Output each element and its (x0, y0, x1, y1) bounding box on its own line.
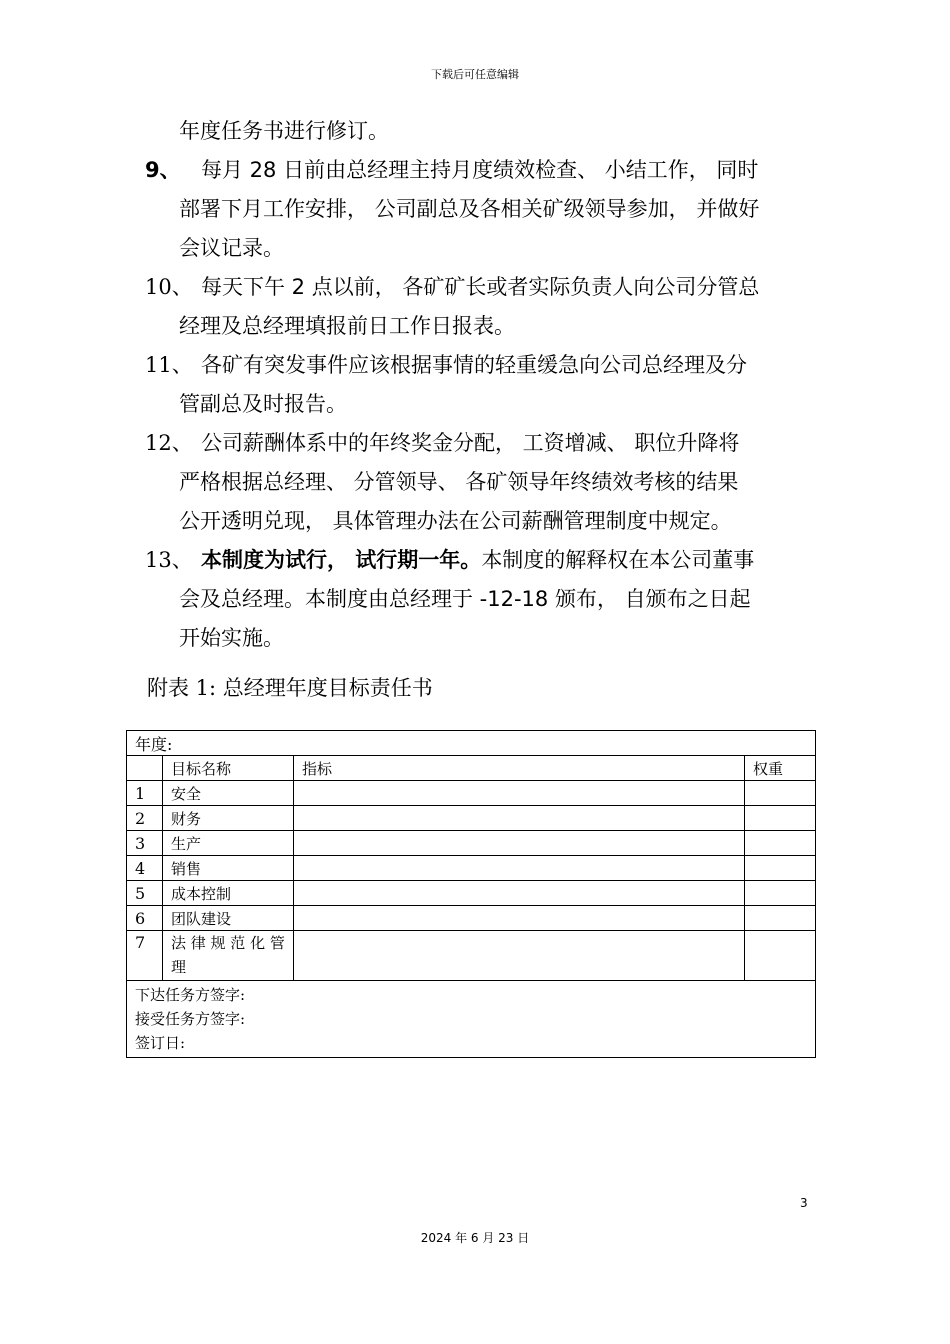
signature-cell (127, 981, 816, 1058)
table-header-row (127, 756, 816, 781)
paragraph-11 (145, 346, 815, 424)
paragraph-line: 管副总及时报告。 (179, 392, 347, 416)
paragraph-line: 严格根据总经理、 分管领导、 各矿领导年终绩效考核的结果 (179, 470, 739, 494)
paragraph-13 (145, 541, 815, 658)
target-name: 成本控制 (163, 881, 294, 906)
table-row (127, 781, 816, 806)
target-name: 团队建设 (163, 906, 294, 931)
indicator-cell (294, 806, 745, 831)
table-row (127, 856, 816, 881)
target-name: 安全 (163, 781, 294, 806)
paragraph-10 (145, 268, 815, 346)
table-row (127, 806, 816, 831)
indicator-cell (294, 856, 745, 881)
item-number: 10、 (145, 275, 193, 299)
page-header: 下载后可任意编辑 (431, 68, 519, 81)
weight-cell (745, 831, 816, 856)
paragraph-line: 各矿有突发事件应该根据事情的轻重缓急向公司总经理及分 (201, 353, 747, 377)
indicator-cell (294, 931, 745, 981)
item-number: 11、 (145, 353, 193, 377)
weight-header: 权重 (745, 756, 816, 781)
paragraph-line: 每天下午 2 点以前， 各矿矿长或者实际负责人向公司分管总 (201, 275, 760, 299)
target-name: 法 律 规 范 化 管 理 (163, 931, 294, 981)
table-row (127, 931, 816, 981)
footer-date: 2024 年 6 月 23 日 (420, 1231, 530, 1245)
table-row (127, 881, 816, 906)
item-number: 13、 (145, 548, 193, 572)
weight-cell (745, 781, 816, 806)
issuer-signature-label: 下达任务方签字: (135, 986, 246, 1004)
paragraph-line: 部署下月工作安排， 公司副总及各相关矿级领导参加， 并做好 (179, 197, 760, 221)
item-number: 12、 (145, 431, 193, 455)
paragraph-line: 本制度的解释权在本公司董事 (481, 548, 755, 572)
row-index: 5 (127, 881, 163, 906)
item-number: 9、 (145, 158, 181, 182)
indicator-cell (294, 781, 745, 806)
weight-cell (745, 881, 816, 906)
table-row (127, 731, 816, 756)
target-name: 生产 (163, 831, 294, 856)
index-header (127, 756, 163, 781)
row-index: 4 (127, 856, 163, 881)
weight-cell (745, 806, 816, 831)
receiver-signature-label: 接受任务方签字: (135, 1010, 246, 1028)
table-row (127, 906, 816, 931)
table-row (127, 831, 816, 856)
paragraph-9 (145, 151, 815, 268)
indicator-cell (294, 831, 745, 856)
weight-cell (745, 906, 816, 931)
paragraph-line: 会及总经理。本制度由总经理于 -12-18 颁布， 自颁布之日起 (179, 587, 751, 611)
paragraph-line: 开始实施。 (179, 626, 284, 650)
paragraph-line: 公司薪酬体系中的年终奖金分配， 工资增减、 职位升降将 (201, 431, 740, 455)
page-number: 3 (800, 1196, 808, 1210)
weight-cell (745, 931, 816, 981)
sign-date-label: 签订日: (135, 1034, 186, 1052)
weight-cell (745, 856, 816, 881)
row-index: 7 (127, 931, 163, 981)
paragraph-8-continuation (145, 112, 815, 151)
paragraph-line: 会议记录。 (179, 236, 284, 260)
row-index: 6 (127, 906, 163, 931)
bold-statement: 本制度为试行， 试行期一年。 (201, 548, 482, 572)
paragraph-line: 公开透明兑现， 具体管理办法在公司薪酬管理制度中规定。 (179, 509, 732, 533)
signature-row (127, 981, 816, 1058)
responsibility-table (126, 730, 816, 1058)
indicator-cell (294, 906, 745, 931)
table-caption: 附表 1: 总经理年度目标责任书 (147, 676, 433, 700)
indicator-cell (294, 881, 745, 906)
row-index: 2 (127, 806, 163, 831)
paragraph-line: 年度任务书进行修订。 (179, 119, 389, 143)
row-index: 1 (127, 781, 163, 806)
paragraph-line: 经理及总经理填报前日工作日报表。 (179, 314, 515, 338)
paragraph-12 (145, 424, 815, 541)
year-cell: 年度: (127, 731, 816, 756)
paragraph-line: 每月 28 日前由总经理主持月度绩效检查、 小结工作， 同时 (201, 158, 759, 182)
name-header: 目标名称 (163, 756, 294, 781)
target-name: 销售 (163, 856, 294, 881)
target-name: 财务 (163, 806, 294, 831)
indicator-header: 指标 (294, 756, 745, 781)
row-index: 3 (127, 831, 163, 856)
